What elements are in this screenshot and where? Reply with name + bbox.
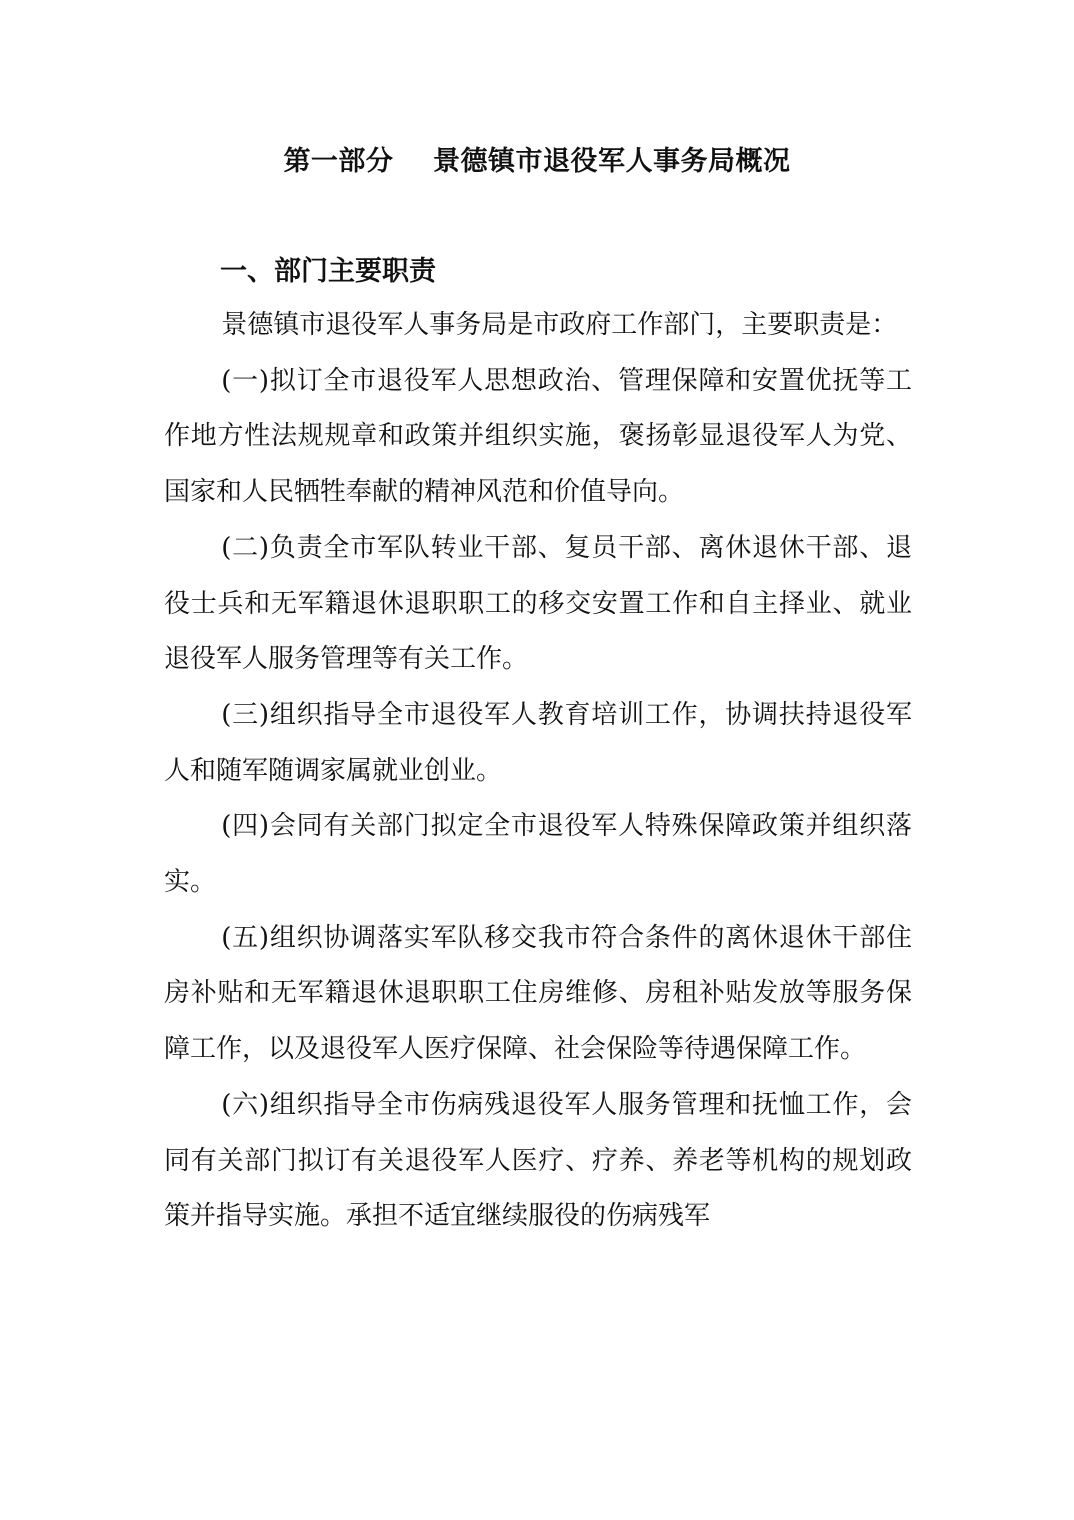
paragraph-item-5: (五)组织协调落实军队移交我市符合条件的离休退休干部住房补贴和无军籍退休退职职工住房维修、房租补贴发放等服务保障工作，以及退役军人医疗保障、社会保险等待遇保障工作。 [164,922,912,1065]
paragraph-intro: 景德镇市退役军人事务局是市政府工作部门，主要职责是： [221,310,898,340]
document-title: 第一部分 景德镇市退役军人事务局概况 [283,146,791,177]
section-heading: 一、部门主要职责 [220,256,436,287]
paragraph-item-3: (三)组织指导全市退役军人教育培训工作，协调扶持退役军人和随军随调家属就业创业。 [164,699,912,786]
paragraph-item-2: (二)负责全市军队转业干部、复员干部、离休退休干部、退役士兵和无军籍退休退职职工的移交安置工作和自主择业、就业退役军人服务管理等有关工作。 [164,532,912,675]
paragraph-item-4: (四)会同有关部门拟定全市退役军人特殊保障政策并组织落实。 [164,811,912,898]
body-text [164,298,912,1245]
paragraph-item-6: (六)组织指导全市伤病残退役军人服务管理和抚恤工作，会同有关部门拟订有关退役军人医疗、疗养、养老等机构的规划政策并指导实施。承担不适宜继续服役的伤病残军 [164,1089,912,1232]
paragraph-item-1: (一)拟订全市退役军人思想政治、管理保障和安置优抚等工作地方性法规规章和政策并组织实施，褒扬彰显退役军人为党、国家和人民牺牲奉献的精神风范和价值导向。 [164,365,912,508]
